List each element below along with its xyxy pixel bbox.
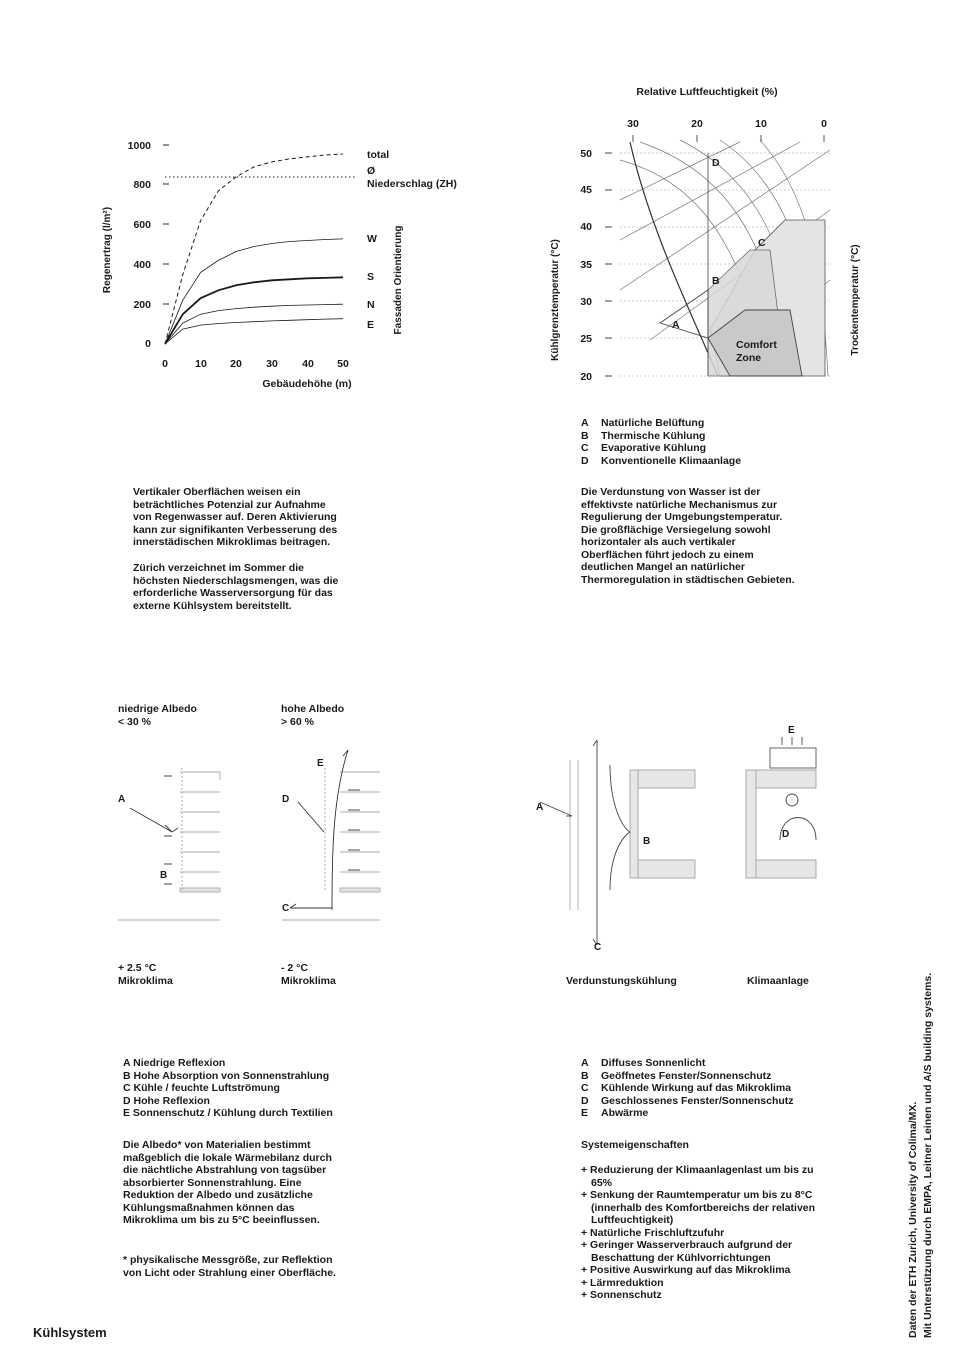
albedo-letter-c: C [282, 903, 290, 914]
cooling-type-legend [581, 417, 741, 467]
paragraph-zurich-rain: Zürich verzeichnet im Sommer die höchsten Niederschlagsmengen, was die erforderliche Wasserversorgung für das externe Kühlsystem bereitstellt. [133, 562, 339, 612]
legend-item: E Abwärme [581, 1107, 649, 1119]
y-axis-ticks [128, 140, 169, 350]
list-item: + Natürliche Frischluftzufuhr [581, 1226, 725, 1239]
svg-text:25: 25 [580, 333, 592, 345]
ac-letter-d: D [782, 829, 790, 840]
cooling-diagrams [530, 720, 830, 960]
high-albedo-title: hohe Albedo [281, 703, 345, 715]
x-axis-ticks [162, 358, 349, 370]
list-item: + Positive Auswirkung auf das Mikroklima [581, 1264, 791, 1276]
psychrometric-chart [540, 80, 870, 400]
series-line-total [165, 154, 343, 344]
legend-item: C Evaporative Kühlung [581, 442, 707, 454]
high-albedo-value: > 60 % [281, 716, 314, 728]
x-tick-label: 50 [337, 358, 349, 370]
page-title: Kühlsystem [33, 1325, 107, 1340]
svg-text:30: 30 [580, 296, 592, 308]
high-albedo-microclimate: Mikroklima [281, 975, 336, 987]
albedo-diagrams [110, 740, 400, 940]
humidity-tick: 30 [627, 118, 639, 130]
humidity-title: Relative Luftfeuchtigkeit (%) [636, 86, 778, 98]
series-label-e: E [367, 319, 375, 331]
cooling-legend [581, 1057, 794, 1120]
svg-text:45: 45 [580, 184, 592, 196]
x-tick-label: 0 [162, 358, 168, 370]
low-albedo-microclimate: Mikroklima [118, 975, 173, 987]
x-axis-label: Gebäudehöhe (m) [262, 378, 352, 390]
series-line-w [165, 239, 343, 344]
evaporative-cooling-label: Verdunstungskühlung [566, 975, 677, 987]
legend-item: C Kühle / feuchte Luftströmung [123, 1082, 280, 1094]
legend-item: A Natürliche Belüftung [581, 417, 705, 429]
y-tick-label: 200 [133, 299, 151, 311]
y-tick-label: 1000 [127, 140, 151, 152]
zone-letter-b: B [712, 275, 720, 287]
albedo-letter-a: A [118, 794, 126, 805]
rain-yield-chart [95, 130, 495, 400]
albedo-letter-d: D [282, 794, 290, 805]
comfort-label: Comfort [736, 339, 777, 351]
series-line-n [165, 304, 343, 344]
credits [900, 920, 945, 1340]
series-line-e [165, 319, 343, 344]
list-item: + Lärmreduktion [581, 1276, 664, 1289]
legend-item: B Hohe Absorption von Sonnenstrahlung [123, 1069, 330, 1082]
series-label-n: N [367, 299, 375, 311]
footnote: * physikalische Messgröße, zur Reflektion von Licht oder Strahlung einer Oberfläche. [123, 1254, 336, 1279]
humidity-tick: 10 [755, 118, 767, 130]
list-item: + Reduzierung der Klimaanlagenlast um bis zu 65% [581, 1164, 814, 1189]
series-label-s: S [367, 271, 375, 283]
evap-letter-c: C [594, 942, 602, 953]
comfort-label: Zone [736, 352, 762, 364]
x-tick-label: 10 [195, 358, 207, 370]
paragraph-evaporation: Die Verdunstung von Wasser ist der effektivste natürliche Mechanismus zur Regulierung der Umgebungstemperatur. Die großflächige Versiegelung sowohl horizontaler als auch vertikaler Oberflächen führt jedoch zu einem deutlichen Mangel an natürlicher Thermoregulation in städtischen Gebieten. [581, 486, 795, 586]
saturation-curve [630, 142, 718, 376]
zone-letter-a: A [672, 319, 680, 331]
list-item: + Sonnenschutz [581, 1289, 662, 1301]
credit-line: Daten der ETH Zurich, University of Colima/MX. [907, 1101, 919, 1338]
y-axis-label: Regenertrag (l/m²) [102, 206, 113, 294]
system-properties-title: Systemeigenschaften [581, 1139, 689, 1151]
svg-text:35: 35 [580, 259, 592, 271]
evap-letter-a: A [536, 802, 544, 813]
evap-letter-b: B [643, 836, 651, 847]
paragraph-vertical-surfaces: Vertikaler Oberflächen weisen ein beträchtliches Potenzial zur Aufnahme von Regenwasser auf. Deren Aktivierung kann zur signifikanten Verbesserung des innerstädischen Mikroklimas beitragen. [133, 486, 338, 548]
list-item: + Geringer Wasserverbrauch aufgrund der Beschattung der Kühlvorrichtungen [581, 1239, 793, 1264]
y-tick-label: 800 [133, 179, 151, 191]
y-tick-label: 400 [133, 259, 151, 271]
zone-letter-d: D [712, 157, 720, 169]
albedo-letter-e: E [317, 758, 324, 769]
temperature-ticks [580, 148, 592, 383]
legend-item: B Geöffnetes Fenster/Sonnenschutz [581, 1069, 772, 1082]
series-label-w: W [367, 233, 377, 245]
high-albedo-result: - 2 °C [281, 962, 308, 974]
ac-label: Klimaanlage [747, 975, 809, 987]
average-label-symbol: Ø [367, 165, 376, 177]
humidity-tick: 0 [821, 118, 827, 130]
y-tick-label: 0 [145, 338, 151, 350]
albedo-letter-b: B [160, 870, 168, 881]
left-axis-title: Kühlgrenztemperatur (°C) [550, 239, 561, 361]
average-label: Niederschlag (ZH) [367, 178, 457, 190]
legend-item: D Hohe Reflexion [123, 1094, 210, 1107]
x-tick-label: 30 [266, 358, 278, 370]
total-label: total [367, 149, 390, 161]
right-axis-title: Trockentemperatur (°C) [850, 244, 861, 356]
facade-orientation-title: Fassaden Orientierung [393, 225, 404, 335]
ac-letter-e: E [788, 725, 795, 736]
rain-series-group [165, 154, 343, 344]
svg-text:50: 50 [580, 148, 592, 160]
legend-item: B Thermische Kühlung [581, 429, 706, 442]
zone-letter-c: C [758, 237, 766, 249]
svg-text:20: 20 [580, 371, 592, 383]
albedo-legend [123, 1057, 333, 1120]
y-tick-label: 600 [133, 219, 151, 231]
list-item: + Senkung der Raumtemperatur um bis zu 8°C (innerhalb des Komfortbereichs der relativen Luftfeuchtigkeit) [581, 1189, 816, 1226]
legend-item: E Sonnenschutz / Kühlung durch Textilien [123, 1107, 333, 1119]
low-albedo-value: < 30 % [118, 716, 151, 728]
low-albedo-title: niedrige Albedo [118, 703, 197, 715]
series-line-s [165, 277, 343, 344]
svg-text:40: 40 [580, 221, 592, 233]
x-tick-label: 40 [302, 358, 314, 370]
credit-line: Mit Unterstützung durch EMPA, Leitner Leinen und A/S building systems. [922, 972, 934, 1338]
x-tick-label: 20 [230, 358, 242, 370]
legend-item: D Geschlossenes Fenster/Sonnenschutz [581, 1094, 794, 1107]
legend-item: D Konventionelle Klimaanlage [581, 454, 742, 467]
system-properties-list [581, 1164, 826, 1302]
paragraph-albedo: Die Albedo* von Materialien bestimmt maßgeblich die lokale Wärmebilanz durch die nächtliche Abstrahlung von tagsüber absorbierter Sonnenstrahlung. Eine Reduktion der Albedo und zusätzliche Kühlungsmaßnahmen können das Mikroklima um bis zu 5°C beeinflussen. [123, 1139, 332, 1226]
low-albedo-result: + 2.5 °C [118, 962, 157, 974]
legend-item: A Niedrige Reflexion [123, 1057, 226, 1069]
legend-item: A Diffuses Sonnenlicht [581, 1057, 706, 1069]
legend-item: C Kühlende Wirkung auf das Mikroklima [581, 1082, 792, 1094]
humidity-tick: 20 [691, 118, 703, 130]
